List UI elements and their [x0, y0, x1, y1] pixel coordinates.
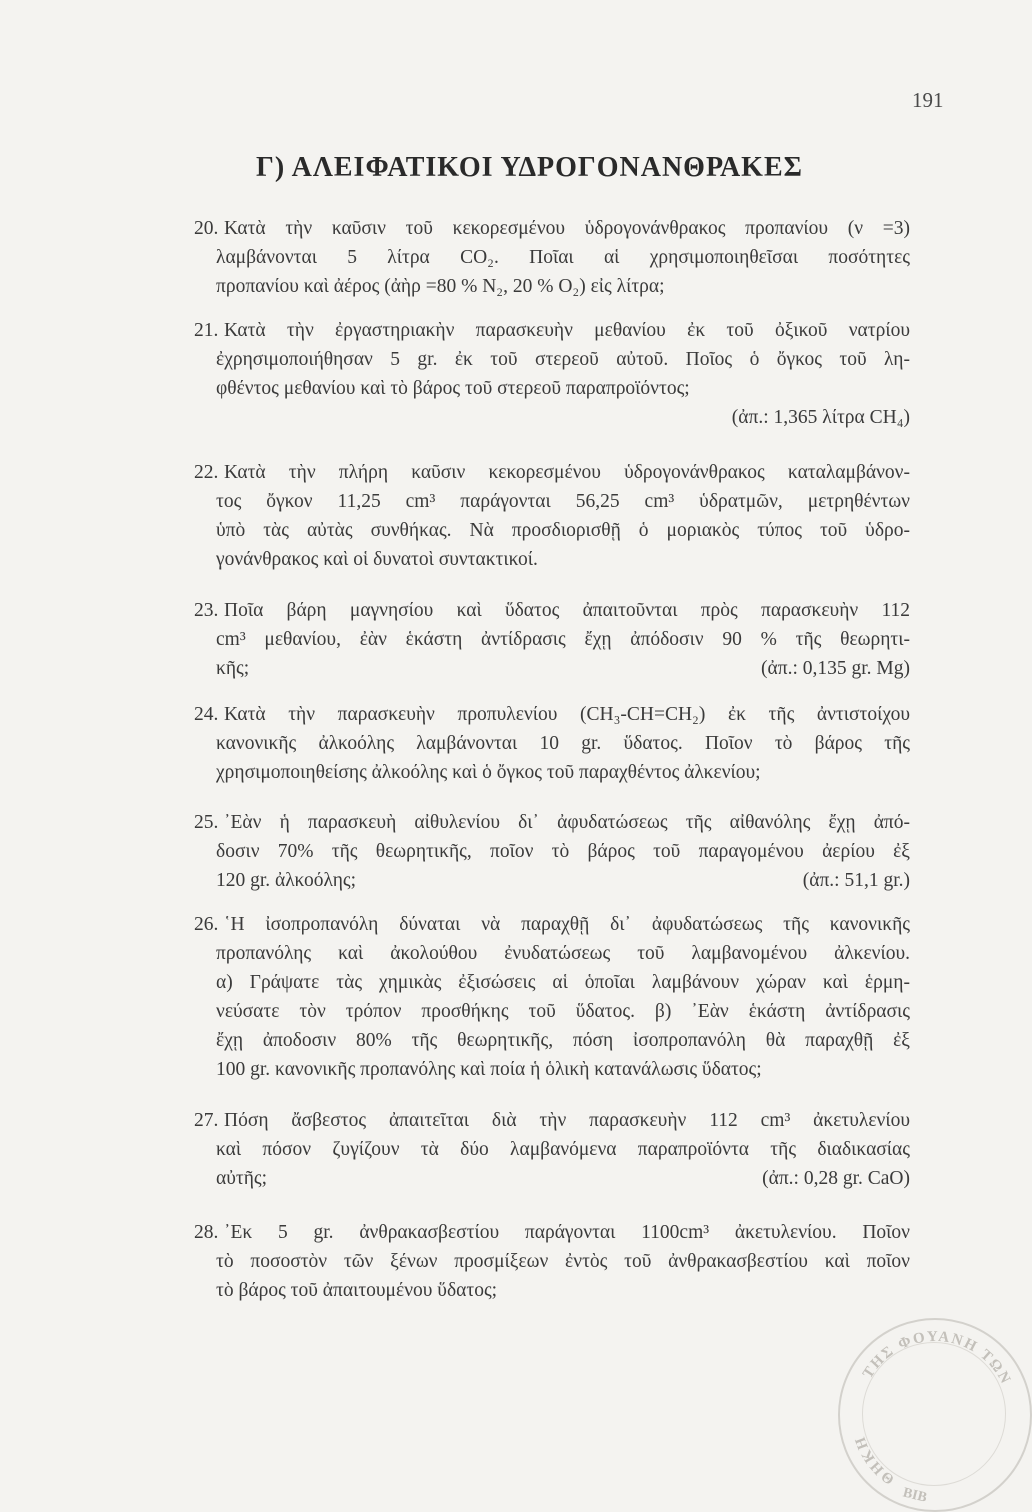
problem-line: Κατὰ τὴν καῦσιν τοῦ κεκορεσμένου ὑδρογονάνθρακος προπανίου (ν =3)	[224, 218, 910, 239]
svg-text:ΘΗΚΗ	[852, 1433, 898, 1487]
problem-line: ᾿Εκ 5 gr. ἀνθρακασβεστίου παράγονται 1100cm³ ἀκετυλενίου. Ποῖον	[224, 1222, 910, 1243]
problem-line: ῾Η ἰσοπροπανόλη δύναται νὰ παραχθῇ δι᾿ ἀφυδατώσεως τῆς κανονικῆς	[224, 914, 910, 935]
problem-line: δοσιν 70% τῆς θεωρητικῆς, ποῖον τὸ βάρος τοῦ παραγομένου ἀερίου ἐξ	[216, 841, 910, 862]
problem-line: κῆς;	[216, 658, 250, 679]
answer-text: (ἀπ.: 0,135 gr. Mg)	[761, 658, 910, 679]
library-stamp	[838, 1318, 1032, 1512]
problem-line: ἔχῃ ἀποδοσιν 80% τῆς θεωρητικῆς, πόση ἰσοπροπανόλη θὰ παραχθῇ ἐξ	[216, 1030, 910, 1051]
problem-line: νεύσατε τὸν τρόπον προσθήκης τοῦ ὕδατος. β) ᾿Εὰν ἑκάστη ἀντίδρασις	[216, 1001, 910, 1022]
problem-26	[196, 910, 910, 1084]
problem-22	[196, 458, 910, 574]
problem-number: 25.	[194, 812, 219, 833]
answer-text: (ἀπ.: 1,365 λίτρα CH₄)	[731, 407, 910, 428]
problem-line: προπανίου καὶ ἀέρος (ἀὴρ =80 % N₂, 20 % O₂) εἰς λίτρα;	[216, 276, 665, 297]
problem-21	[196, 316, 910, 432]
problem-line: Κατὰ τὴν πλήρη καῦσιν κεκορεσμένου ὑδρογονάνθρακος καταλαμβάνον-	[224, 462, 910, 483]
stamp-text-ring	[840, 1320, 1030, 1510]
problem-25	[196, 808, 910, 895]
problem-line: α) Γράψατε τὰς χημικὰς ἐξισώσεις αἱ ὁποῖαι λαμβάνουν χώραν καὶ ἑρμη-	[216, 972, 910, 993]
problem-number: 28.	[194, 1222, 219, 1243]
problem-line: Πόση ἄσβεστος ἀπαιτεῖται διὰ τὴν παρασκευὴν 112 cm³ ἀκετυλενίου	[224, 1110, 910, 1131]
problem-23	[196, 596, 910, 683]
stamp-text-bottom: ΒΙΒ	[901, 1485, 929, 1506]
stamp-text-top: ΤΗΣ ΦΟΥΑΝΗ ΤΩΝ	[859, 1328, 1014, 1388]
problem-number: 26.	[194, 914, 219, 935]
problem-line: 100 gr. κανονικῆς προπανόλης καὶ ποία ἡ ὁλικὴ κατανάλωσις ὕδατος;	[216, 1059, 762, 1080]
problem-line: ᾿Εὰν ἡ παρασκευὴ αἰθυλενίου δι᾿ ἀφυδατώσεως τῆς αἰθανόλης ἔχῃ ἀπό-	[224, 812, 910, 833]
problem-number: 23.	[194, 600, 219, 621]
page-number: 191	[912, 88, 944, 112]
problem-line: cm³ μεθανίου, ἐὰν ἑκάστη ἀντίδρασις ἔχῃ ἀπόδοσιν 90 % τῆς θεωρητι-	[216, 629, 910, 650]
svg-text:ΤΗΣ ΦΟΥΑΝΗ ΤΩΝ	[860, 1329, 1014, 1388]
problem-number: 21.	[194, 320, 219, 341]
problem-line: 120 gr. ἀλκοόλης;	[216, 870, 357, 891]
problem-line: φθέντος μεθανίου καὶ τὸ βάρος τοῦ στερεοῦ παραπροϊόντος;	[216, 378, 690, 399]
problem-line: καὶ πόσον ζυγίζουν τὰ δύο λαμβανόμενα παραπροϊόντα τῆς διαδικασίας	[216, 1139, 910, 1160]
problem-27	[196, 1106, 910, 1193]
problem-number: 24.	[194, 704, 219, 725]
problem-line: τὸ ποσοστὸν τῶν ξένων προσμίξεων ἐντὸς τοῦ ἀνθρακασβεστίου καὶ ποῖον	[216, 1251, 910, 1272]
problem-line: Κατὰ τὴν ἐργαστηριακὴν παρασκευὴν μεθανίου ἐκ τοῦ ὀξικοῦ νατρίου	[224, 320, 910, 341]
problem-28	[196, 1218, 910, 1305]
problem-20	[196, 214, 910, 301]
problem-number: 22.	[194, 462, 219, 483]
problem-line: γονάνθρακος καὶ οἱ δυνατοὶ συντακτικοί.	[216, 549, 538, 570]
section-title: Γ) ΑΛΕΙΦΑΤΙΚΟΙ ΥΔΡΟΓΟΝΑΝΘΡΑΚΕΣ	[256, 152, 803, 183]
answer-text: (ἀπ.: 51,1 gr.)	[802, 870, 910, 891]
problem-24	[196, 700, 910, 787]
problem-line: λαμβάνονται 5 λίτρα CO₂. Ποῖαι αἱ χρησιμοποιηθεῖσαι ποσότητες	[216, 247, 910, 268]
problem-number: 27.	[194, 1110, 219, 1131]
problem-line: χρησιμοποιηθείσης ἀλκοόλης καὶ ὁ ὄγκος τοῦ παραχθέντος ἀλκενίου;	[216, 762, 761, 783]
problem-line: ὑπὸ τὰς αὐτὰς συνθήκας. Νὰ προσδιορισθῇ ὁ μοριακὸς τύπος τοῦ ὑδρο-	[216, 520, 910, 541]
problem-line: προπανόλης καὶ ἀκολούθου ἐνυδατώσεως τοῦ λαμβανομένου ἀλκενίου.	[216, 943, 910, 964]
problem-line: αὐτῆς;	[216, 1168, 268, 1189]
problem-line: τος ὄγκον 11,25 cm³ παράγονται 56,25 cm³ ὑδρατμῶν, μετρηθέντων	[216, 491, 910, 512]
problem-line: ἐχρησιμοποιήθησαν 5 gr. ἐκ τοῦ στερεοῦ αὐτοῦ. Ποῖος ὁ ὄγκος τοῦ λη-	[216, 349, 910, 370]
problem-line: τὸ βάρος τοῦ ἀπαιτουμένου ὕδατος;	[216, 1280, 498, 1301]
answer-text: (ἀπ.: 0,28 gr. CaO)	[762, 1168, 910, 1189]
problem-line: κανονικῆς ἀλκοόλης λαμβάνονται 10 gr. ὕδατος. Ποῖον τὸ βάρος τῆς	[216, 733, 910, 754]
problem-number: 20.	[194, 218, 219, 239]
stamp-text-left: ΘΗΚΗ	[852, 1433, 898, 1488]
problem-line: Ποῖα βάρη μαγνησίου καὶ ὕδατος ἀπαιτοῦνται πρὸς παρασκευὴν 112	[224, 600, 910, 621]
problem-line: Κατὰ τὴν παρασκευὴν προπυλενίου (CH₃-CH=CH₂) ἐκ τῆς ἀντιστοίχου	[224, 704, 910, 725]
